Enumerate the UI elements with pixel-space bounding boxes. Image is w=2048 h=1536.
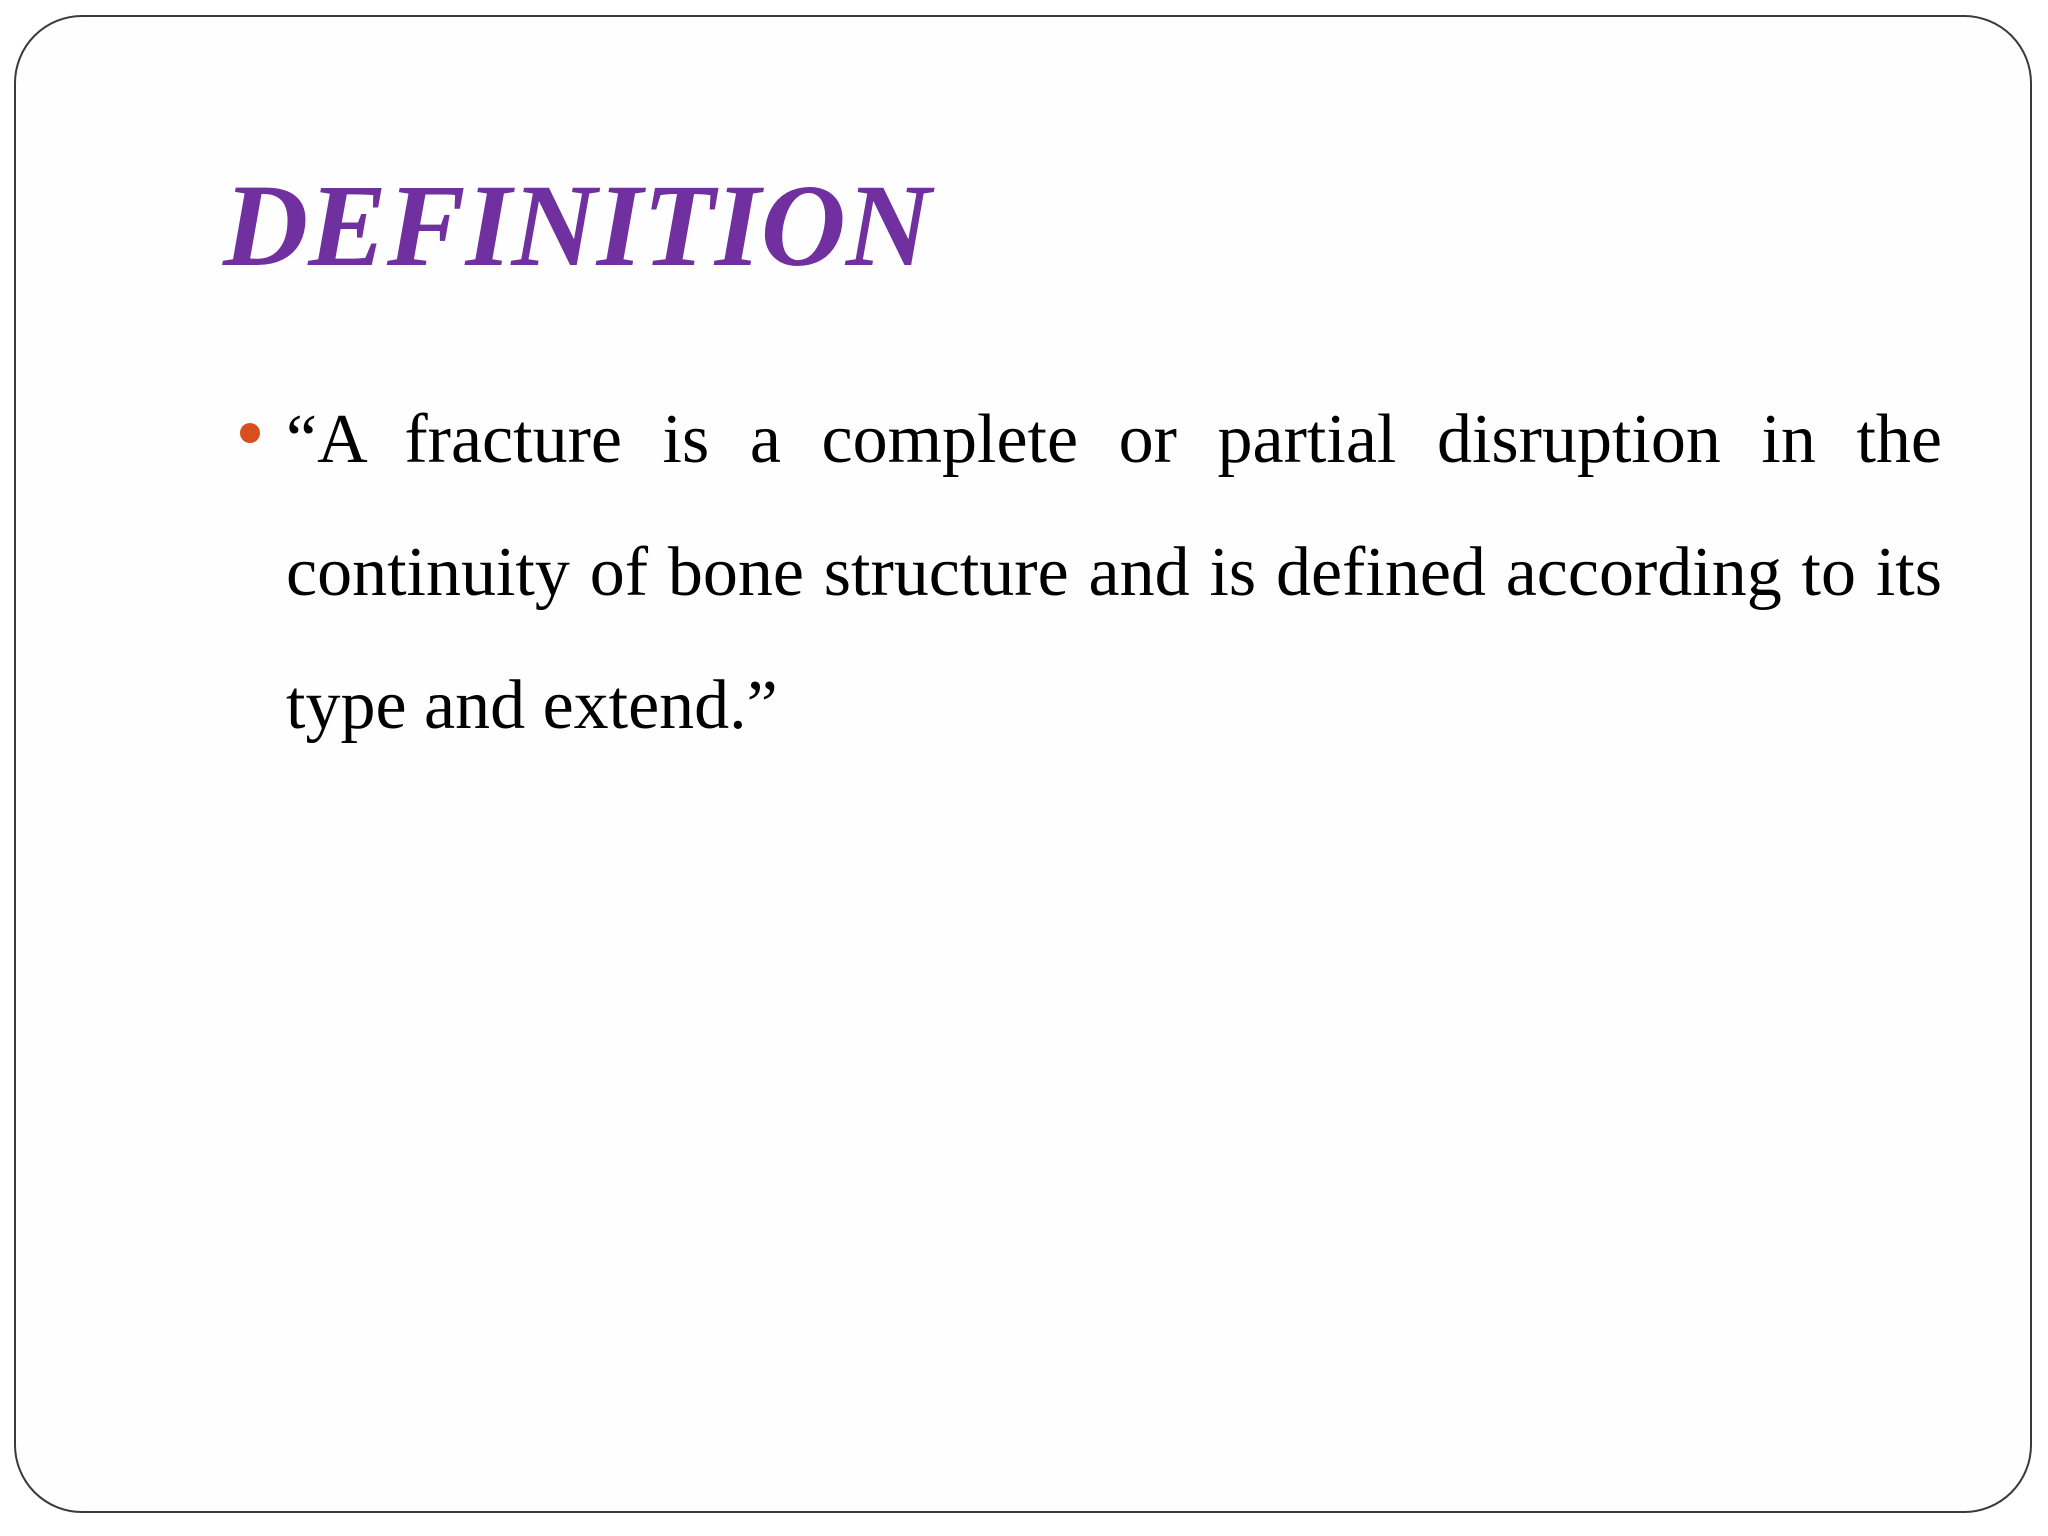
bullet-circle-icon	[240, 423, 260, 443]
bullet-list-item	[286, 373, 1942, 772]
bullet-text: “A fracture is a complete or partial disruption in the continuity of bone structure and is defined according to its type and extend.”	[286, 401, 1942, 744]
slide-title: DEFINITION	[223, 160, 932, 291]
slide-frame	[14, 15, 2032, 1513]
